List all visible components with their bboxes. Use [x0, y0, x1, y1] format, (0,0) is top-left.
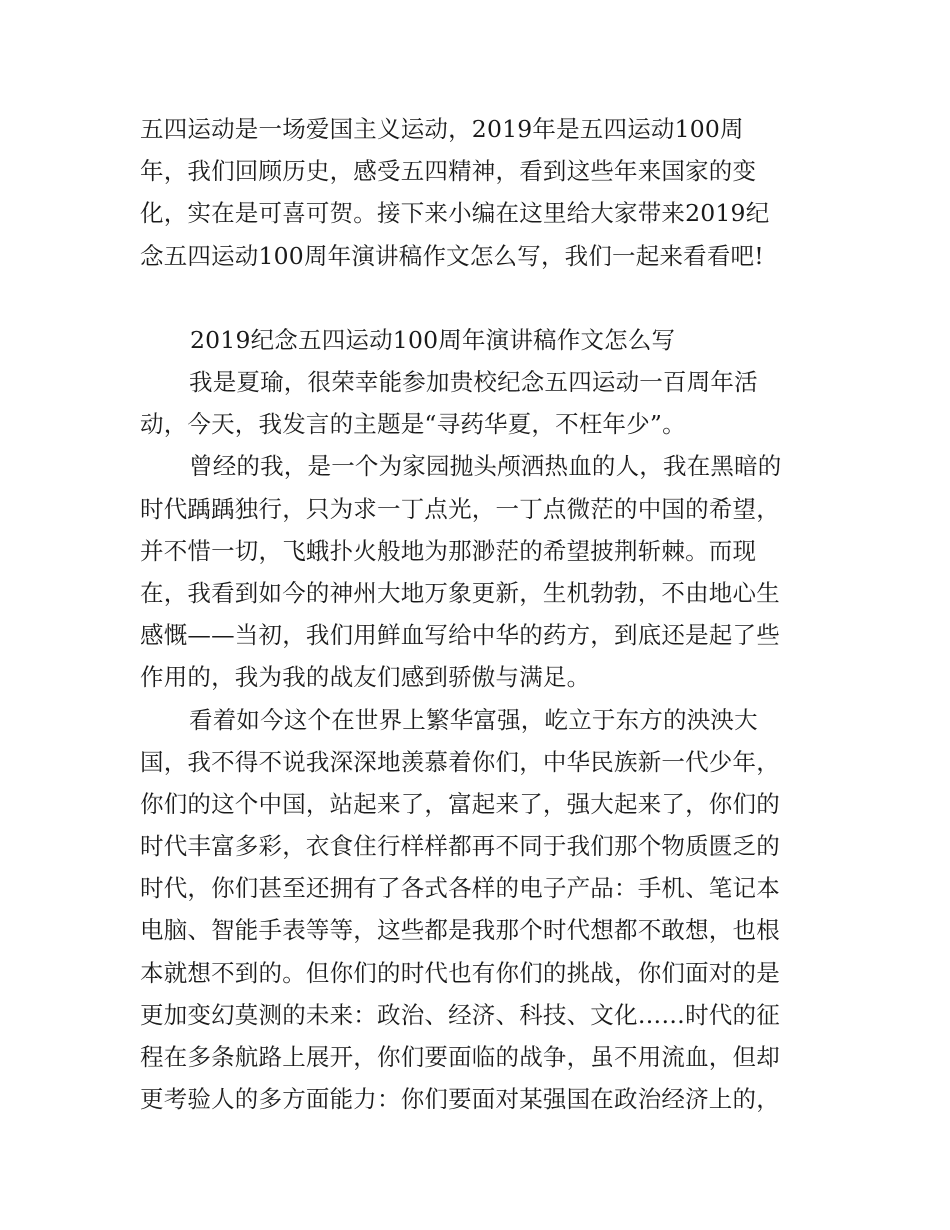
article-body [140, 361, 820, 1120]
body-line: 更考验人的多方面能力：你们要面对某强国在政治经济上的， [140, 1085, 780, 1114]
body-line: 看着如今这个在世界上繁华富强，屹立于东方的泱泱大 [189, 705, 758, 734]
body-line: 时代踽踽独行，只为求一丁点光，一丁点微茫的中国的希望， [140, 494, 780, 523]
intro-line: 年，我们回顾历史，感受五四精神，看到这些年来国家的变 [140, 157, 757, 186]
body-line: 时代丰富多彩，衣食住行样样都再不同于我们那个物质匮乏的 [140, 832, 780, 861]
body-line: 作用的，我为我的战友们感到骄傲与满足。 [140, 663, 591, 692]
body-line: 在，我看到如今的神州大地万象更新，生机勃勃，不由地心生 [140, 578, 780, 607]
body-line: 程在多条航路上展开，你们要面临的战争，虽不用流血，但却 [140, 1043, 780, 1071]
body-line: 更加变幻莫测的未来：政治、经济、科技、文化……时代的征 [140, 1000, 780, 1029]
article-title: 2019纪念五四运动100周年演讲稿作文怎么写 [190, 326, 676, 354]
body-line: 时代，你们甚至还拥有了各式各样的电子产品：手机、笔记本 [140, 874, 780, 903]
body-line: 曾经的我，是一个为家园抛头颅洒热血的人，我在黑暗的 [189, 452, 782, 481]
body-line: 我是夏瑜，很荣幸能参加贵校纪念五四运动一百周年活 [189, 368, 758, 396]
intro-paragraph [140, 108, 820, 277]
intro-line: 五四运动是一场爱国主义运动，2019年是五四运动100周 [140, 115, 744, 143]
body-line: 感慨——当初，我们用鲜血写给中华的药方，到底还是起了些 [140, 621, 780, 650]
body-line: 并不惜一切，飞蛾扑火般地为那渺茫的希望披荆斩棘。而现 [140, 536, 757, 565]
intro-line: 念五四运动100周年演讲稿作文怎么写，我们一起来看看吧! [140, 241, 764, 270]
body-line: 本就想不到的。但你们的时代也有你们的挑战，你们面对的是 [140, 958, 780, 987]
body-line: 国，我不得不说我深深地羡慕着你们，中华民族新一代少年， [140, 747, 780, 776]
body-line: 你们的这个中国，站起来了，富起来了，强大起来了，你们的 [140, 789, 780, 818]
body-line: 电脑、智能手表等等，这些都是我那个时代想都不敢想，也根 [140, 916, 780, 945]
body-line: 动，今天，我发言的主题是“寻药华夏，不枉年少”。 [140, 410, 686, 439]
intro-line: 化，实在是可喜可贺。接下来小编在这里给大家带来2019纪 [140, 199, 770, 228]
